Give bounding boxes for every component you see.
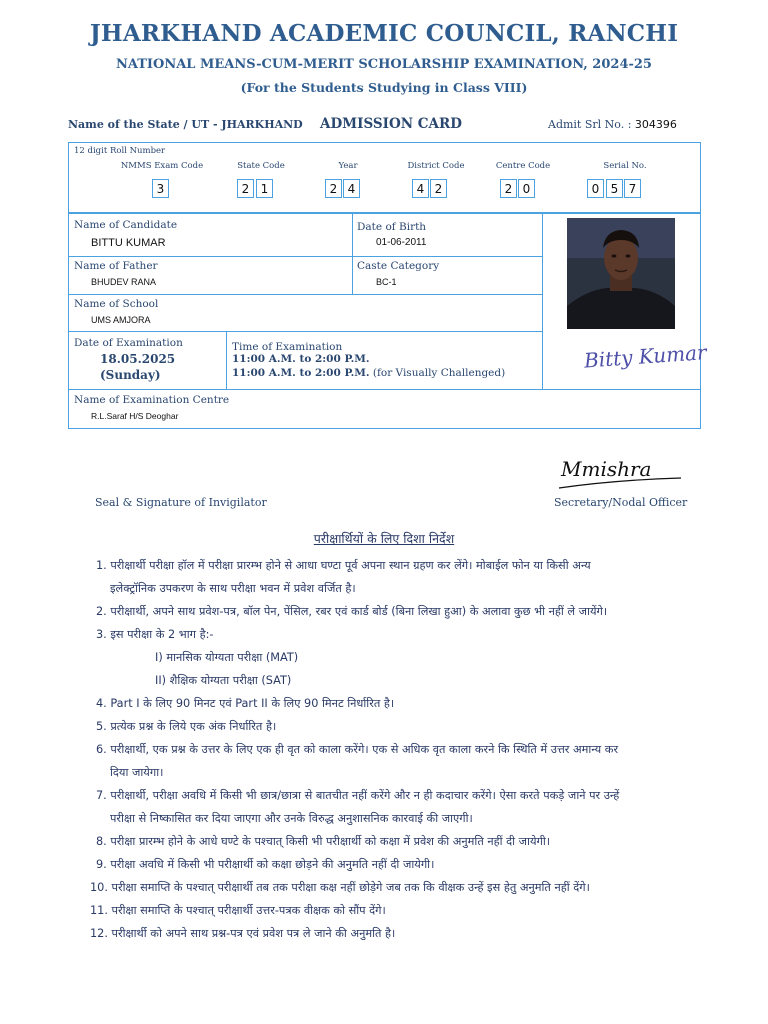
roll-digit: 4: [412, 179, 429, 198]
caste-value: BC-1: [376, 277, 397, 287]
instruction-item: 12. परीक्षार्थी को अपने साथ प्रश्न-पत्र एवं प्रवेश पत्र ले जाने की अनुमति है।: [90, 927, 396, 940]
divider: [352, 213, 353, 294]
instruction-item: दिया जायेगा।: [110, 766, 164, 779]
officer-label: Secretary/Nodal Officer: [554, 496, 688, 509]
exam-time-vc: [232, 367, 505, 379]
instruction-item: 7. परीक्षार्थी, परीक्षा अवधि में किसी भी छात्र/छात्रा से बातचीत नहीं करेंगे और न ही कदाचार करेंगे। ऐसा करते पकड़े जाने पर उन्हें: [96, 789, 620, 802]
roll-digit: 2: [500, 179, 517, 198]
dob-value: 01-06-2011: [376, 237, 427, 248]
instruction-item: I) मानसिक योग्यता परीक्षा (MAT): [155, 651, 299, 664]
candidate-signature: [582, 333, 708, 381]
roll-group-label: Serial No.: [603, 161, 647, 171]
exam-date: 18.05.2025: [100, 352, 176, 366]
admit-serial: [548, 118, 677, 131]
divider: [69, 256, 542, 257]
instruction-item: 5. प्रत्येक प्रश्न के लिये एक अंक निर्धारित है।: [96, 720, 277, 733]
roll-digit: 0: [587, 179, 604, 198]
instruction-item: 11. परीक्षा समाप्ति के पश्चात् परीक्षार्थी उत्तर-पत्रक वीक्षक को सौंप देंगे।: [90, 904, 386, 917]
roll-number-label: 12 digit Roll Number: [74, 146, 166, 156]
candidate-signature-drawing: [582, 333, 708, 381]
roll-digit: 2: [430, 179, 447, 198]
divider: [69, 331, 542, 332]
instruction-item: 10. परीक्षा समाप्ति के पश्चात् परीक्षार्थी तब तक परीक्षा कक्ष नहीं छोड़ेगे जब तक कि वीक्षक उन्हें इस हेतु अनुमति नहीं देंगे।: [90, 881, 590, 894]
instruction-item: 4. Part I के लिए 90 मिनट एवं Part II के लिए 90 मिनट निर्धारित है।: [96, 697, 395, 710]
roll-digit: 0: [518, 179, 535, 198]
exam-day: (Sunday): [100, 368, 161, 382]
divider: [69, 294, 542, 295]
roll-group-label: Centre Code: [495, 161, 551, 171]
divider: [69, 389, 700, 390]
state-label: Name of the State / UT - JHARKHAND: [68, 118, 303, 131]
roll-group-label: State Code: [237, 161, 285, 171]
instruction-item: 8. परीक्षा प्रारम्भ होने के आधे घण्टे के पश्चात् किसी भी परीक्षार्थी को कक्षा में प्रवेश की अनुमति नहीं दी जायेगी।: [96, 835, 551, 848]
school-label: Name of School: [74, 298, 159, 310]
candidate-photo-image: [567, 218, 675, 329]
instructions-heading: परीक्षार्थियों के लिए दिशा निर्देश: [313, 531, 455, 546]
roll-group-label: NMMS Exam Code: [120, 161, 204, 171]
roll-digit: 5: [606, 179, 623, 198]
roll-group-label: District Code: [407, 161, 465, 171]
dob-label: Date of Birth: [357, 221, 427, 233]
roll-digit: 1: [256, 179, 273, 198]
exam-time: 11:00 A.M. to 2:00 P.M.: [232, 353, 370, 365]
exam-time-label: Time of Examination: [232, 341, 343, 353]
invigilator-label: Seal & Signature of Invigilator: [95, 496, 267, 509]
candidate-name-label: Name of Candidate: [74, 219, 178, 231]
candidate-photo: [567, 218, 675, 329]
roll-digit: 3: [152, 179, 169, 198]
exam-subtitle: (For the Students Studying in Class VIII): [240, 80, 528, 95]
exam-date-label: Date of Examination: [74, 337, 183, 349]
divider: [542, 213, 543, 389]
roll-digit: 4: [343, 179, 360, 198]
instruction-item: 9. परीक्षा अवधि में किसी भी परीक्षार्थी को कक्षा छोड़ने की अनुमति नहीं दी जायेगी।: [96, 858, 435, 871]
council-title: JHARKHAND ACADEMIC COUNCIL, RANCHI: [89, 20, 679, 47]
signature-text: Bitty Kumar: [583, 340, 708, 373]
officer-signature-drawing: [555, 450, 685, 495]
card-title: ADMISSION CARD: [320, 116, 462, 132]
officer-signature-text: Mmishra: [561, 457, 652, 481]
instruction-item: 3. इस परीक्षा के 2 भाग है:-: [96, 628, 214, 641]
roll-group-label: Year: [338, 161, 358, 171]
centre-label: Name of Examination Centre: [74, 394, 230, 406]
instruction-item: 2. परीक्षार्थी, अपने साथ प्रवेश-पत्र, बॉल पेन, पेंसिल, रबर एवं कार्ड बोर्ड (बिना लिखा हुआ) के अलावा कुछ भी नहीं ले जायेंगे।: [96, 605, 608, 618]
admit-serial-value: 304396: [634, 118, 677, 131]
instruction-item: इलेक्ट्रॉनिक उपकरण के साथ परीक्षा भवन में प्रवेश वर्जित है।: [110, 582, 356, 595]
roll-digit: 2: [325, 179, 342, 198]
exam-time-vc-note: (for Visually Challenged): [372, 367, 506, 379]
caste-label: Caste Category: [357, 260, 440, 272]
instruction-item: II) शैक्षिक योग्यता परीक्षा (SAT): [155, 674, 292, 687]
officer-signature: [555, 450, 685, 495]
instruction-item: 6. परीक्षार्थी, एक प्रश्न के उत्तर के लिए एक ही वृत को काला करेंगे। एक से अधिक वृत काला करने कि स्थिति में उत्तर अमान्य कर: [96, 743, 619, 756]
exam-time-vc-value: 11:00 A.M. to 2:00 P.M.: [232, 367, 370, 379]
father-name: BHUDEV RANA: [91, 277, 157, 287]
roll-digit: 7: [624, 179, 641, 198]
admit-serial-label: Admit Srl No. :: [548, 118, 632, 131]
instruction-item: 1. परीक्षार्थी परीक्षा हॉल में परीक्षा प्रारम्भ होने से आधा घण्टा पूर्व अपना स्थान ग्रहण कर लेंगे। मोबाईल फोन या किसी अन्य: [96, 559, 591, 572]
roll-digit: 2: [237, 179, 254, 198]
centre-value: R.L.Saraf H/S Deoghar: [91, 411, 179, 421]
instruction-item: परीक्षा से निष्कासित कर दिया जाएगा और उनके विरुद्ध अनुशासनिक कारवाई की जाएगी।: [110, 812, 473, 825]
father-name-label: Name of Father: [74, 260, 158, 272]
candidate-name: BITTU KUMAR: [91, 237, 166, 249]
divider: [226, 331, 227, 389]
school-value: UMS AMJORA: [91, 315, 151, 325]
exam-title: NATIONAL MEANS-CUM-MERIT SCHOLARSHIP EXAMINATION, 2024-25: [116, 57, 652, 72]
